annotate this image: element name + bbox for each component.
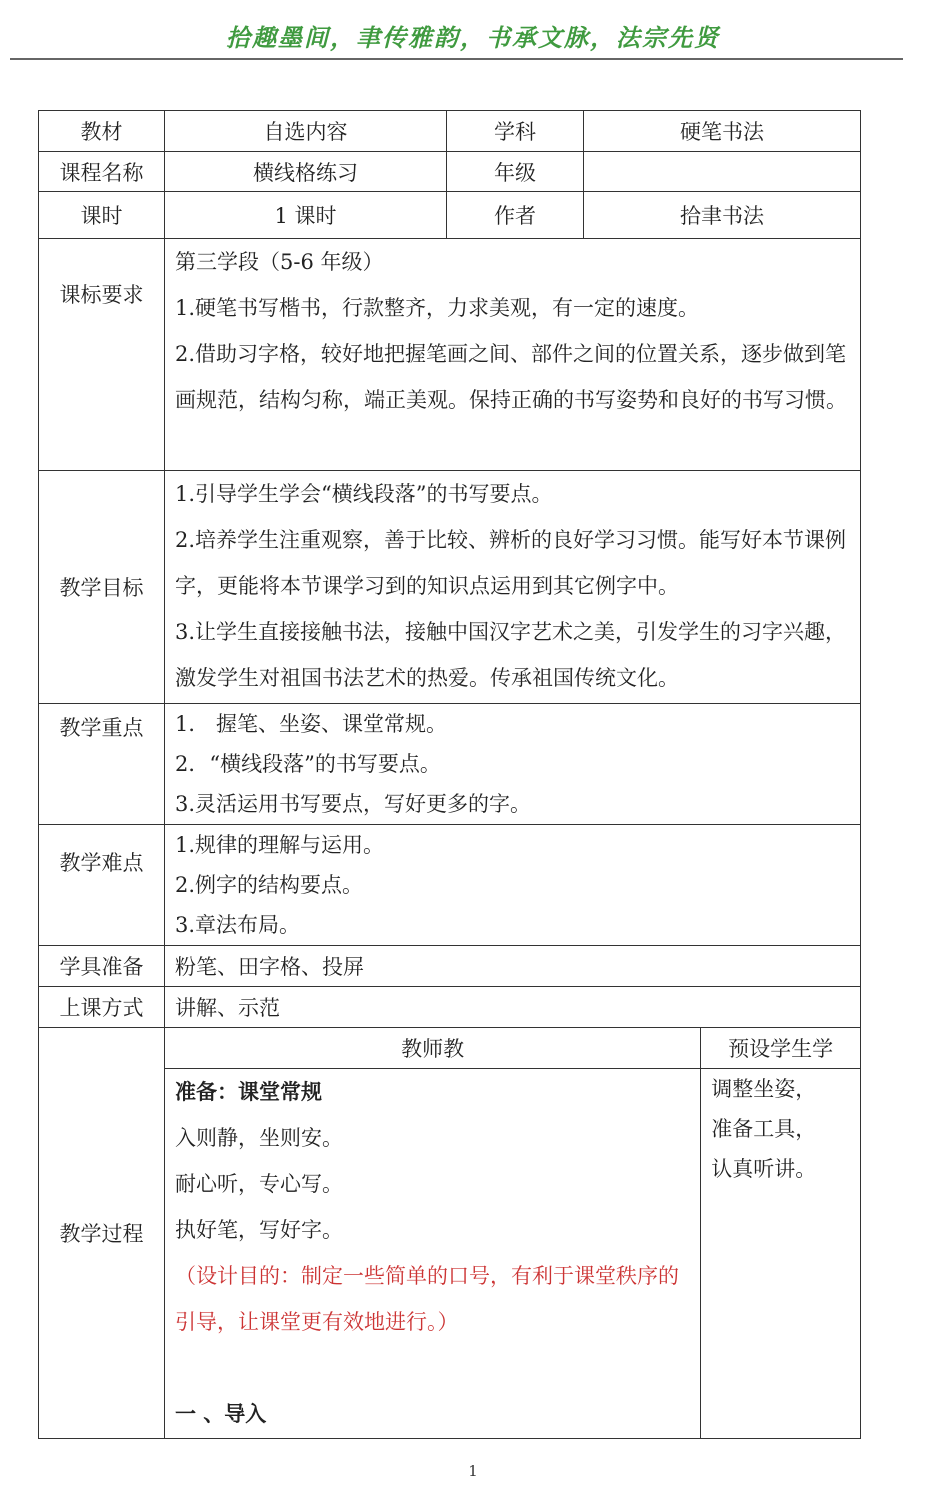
process-inner-table [165,1028,860,1438]
student-line: 调整坐姿， [711,1076,817,1101]
grade-value [584,152,861,192]
textbook-label: 教材 [39,111,165,152]
design-note: （设计目的：制定一些简单的口号，有利于课堂秩序的引导，让课堂更有效地进行。） [175,1263,679,1334]
process-header-row [165,1028,860,1068]
requirements-line: 第三学段（5-6 年级） [175,250,384,274]
goals-content [165,471,861,704]
key-point-line: 1． 握笔、坐姿、课堂常规。 [175,712,448,736]
difficulties-label: 教学难点 [39,825,165,946]
requirements-line: 2.借助习字格，较好地把握笔画之间、部件之间的位置关系，逐步做到笔画规范，结构匀称，端正美观。保持正确的书写姿势和良好的书写习惯。 [175,342,847,412]
teacher-content [165,1068,701,1438]
student-header: 预设学生学 [701,1028,860,1068]
info-row-textbook [39,111,861,152]
teacher-line: 耐心听，专心写。 [175,1171,343,1196]
student-line: 认真听讲。 [711,1156,817,1181]
requirements-label: 课标要求 [39,239,165,471]
requirements-row [39,239,861,471]
course-label: 课程名称 [39,152,165,192]
difficulty-line: 1.规律的理解与运用。 [175,833,385,857]
key-points-label: 教学重点 [39,704,165,825]
info-row-period [39,192,861,239]
process-content-row [165,1068,860,1438]
key-point-line: 2．“横线段落”的书写要点。 [175,752,441,776]
header-motto: 拾趣墨间，聿传雅韵，书承文脉，法宗先贤 [226,23,720,52]
spacer [175,1345,690,1391]
period-label: 课时 [39,192,165,239]
key-points-content [165,704,861,825]
requirements-content [165,239,861,471]
goals-line: 2.培养学生注重观察，善于比较、辨析的良好学习习惯。能写好本节课例字，更能将本节课学习到的知识点运用到其它例字中。 [175,528,847,598]
method-value: 讲解、示范 [165,987,861,1028]
author-value: 拾聿书法 [584,192,861,239]
teacher-line: 执好笔，写好字。 [175,1217,343,1242]
header-divider [10,58,903,60]
author-label: 作者 [447,192,584,239]
method-label: 上课方式 [39,987,165,1028]
difficulty-line: 3.章法布局。 [175,913,301,937]
page-number: 1 [468,1462,478,1480]
period-value: 1 课时 [165,192,447,239]
key-point-line: 3.灵活运用书写要点，写好更多的字。 [175,792,532,816]
grade-label: 年级 [447,152,584,192]
process-cell [165,1028,861,1439]
teacher-header: 教师教 [165,1028,701,1068]
goals-line: 1.引导学生学会“横线段落”的书写要点。 [175,482,553,506]
materials-row [39,946,861,987]
goals-label: 教学目标 [39,471,165,704]
subject-label: 学科 [447,111,584,152]
process-label: 教学过程 [39,1028,165,1439]
subject-value: 硬笔书法 [584,111,861,152]
requirements-line: 1.硬笔书写楷书，行款整齐，力求美观，有一定的速度。 [175,296,700,320]
process-row [39,1028,861,1439]
difficulties-content [165,825,861,946]
goals-row [39,471,861,704]
course-value: 横线格练习 [165,152,447,192]
textbook-value: 自选内容 [165,111,447,152]
student-line: 准备工具， [711,1116,817,1141]
teacher-line: 入则静，坐则安。 [175,1125,343,1150]
difficulty-line: 2.例字的结构要点。 [175,873,364,897]
intro-section-title: 一 、导入 [175,1401,267,1426]
goals-line: 3.让学生直接接触书法，接触中国汉字艺术之美，引发学生的习字兴趣，激发学生对祖国书法艺术的热爱。传承祖国传统文化。 [175,620,847,690]
materials-value: 粉笔、田字格、投屏 [165,946,861,987]
info-row-course [39,152,861,192]
student-content [701,1068,860,1438]
key-points-row [39,704,861,825]
difficulties-row [39,825,861,946]
materials-label: 学具准备 [39,946,165,987]
lesson-plan-table [38,110,861,1439]
process-section-title: 准备：课堂常规 [175,1079,322,1104]
method-row [39,987,861,1028]
